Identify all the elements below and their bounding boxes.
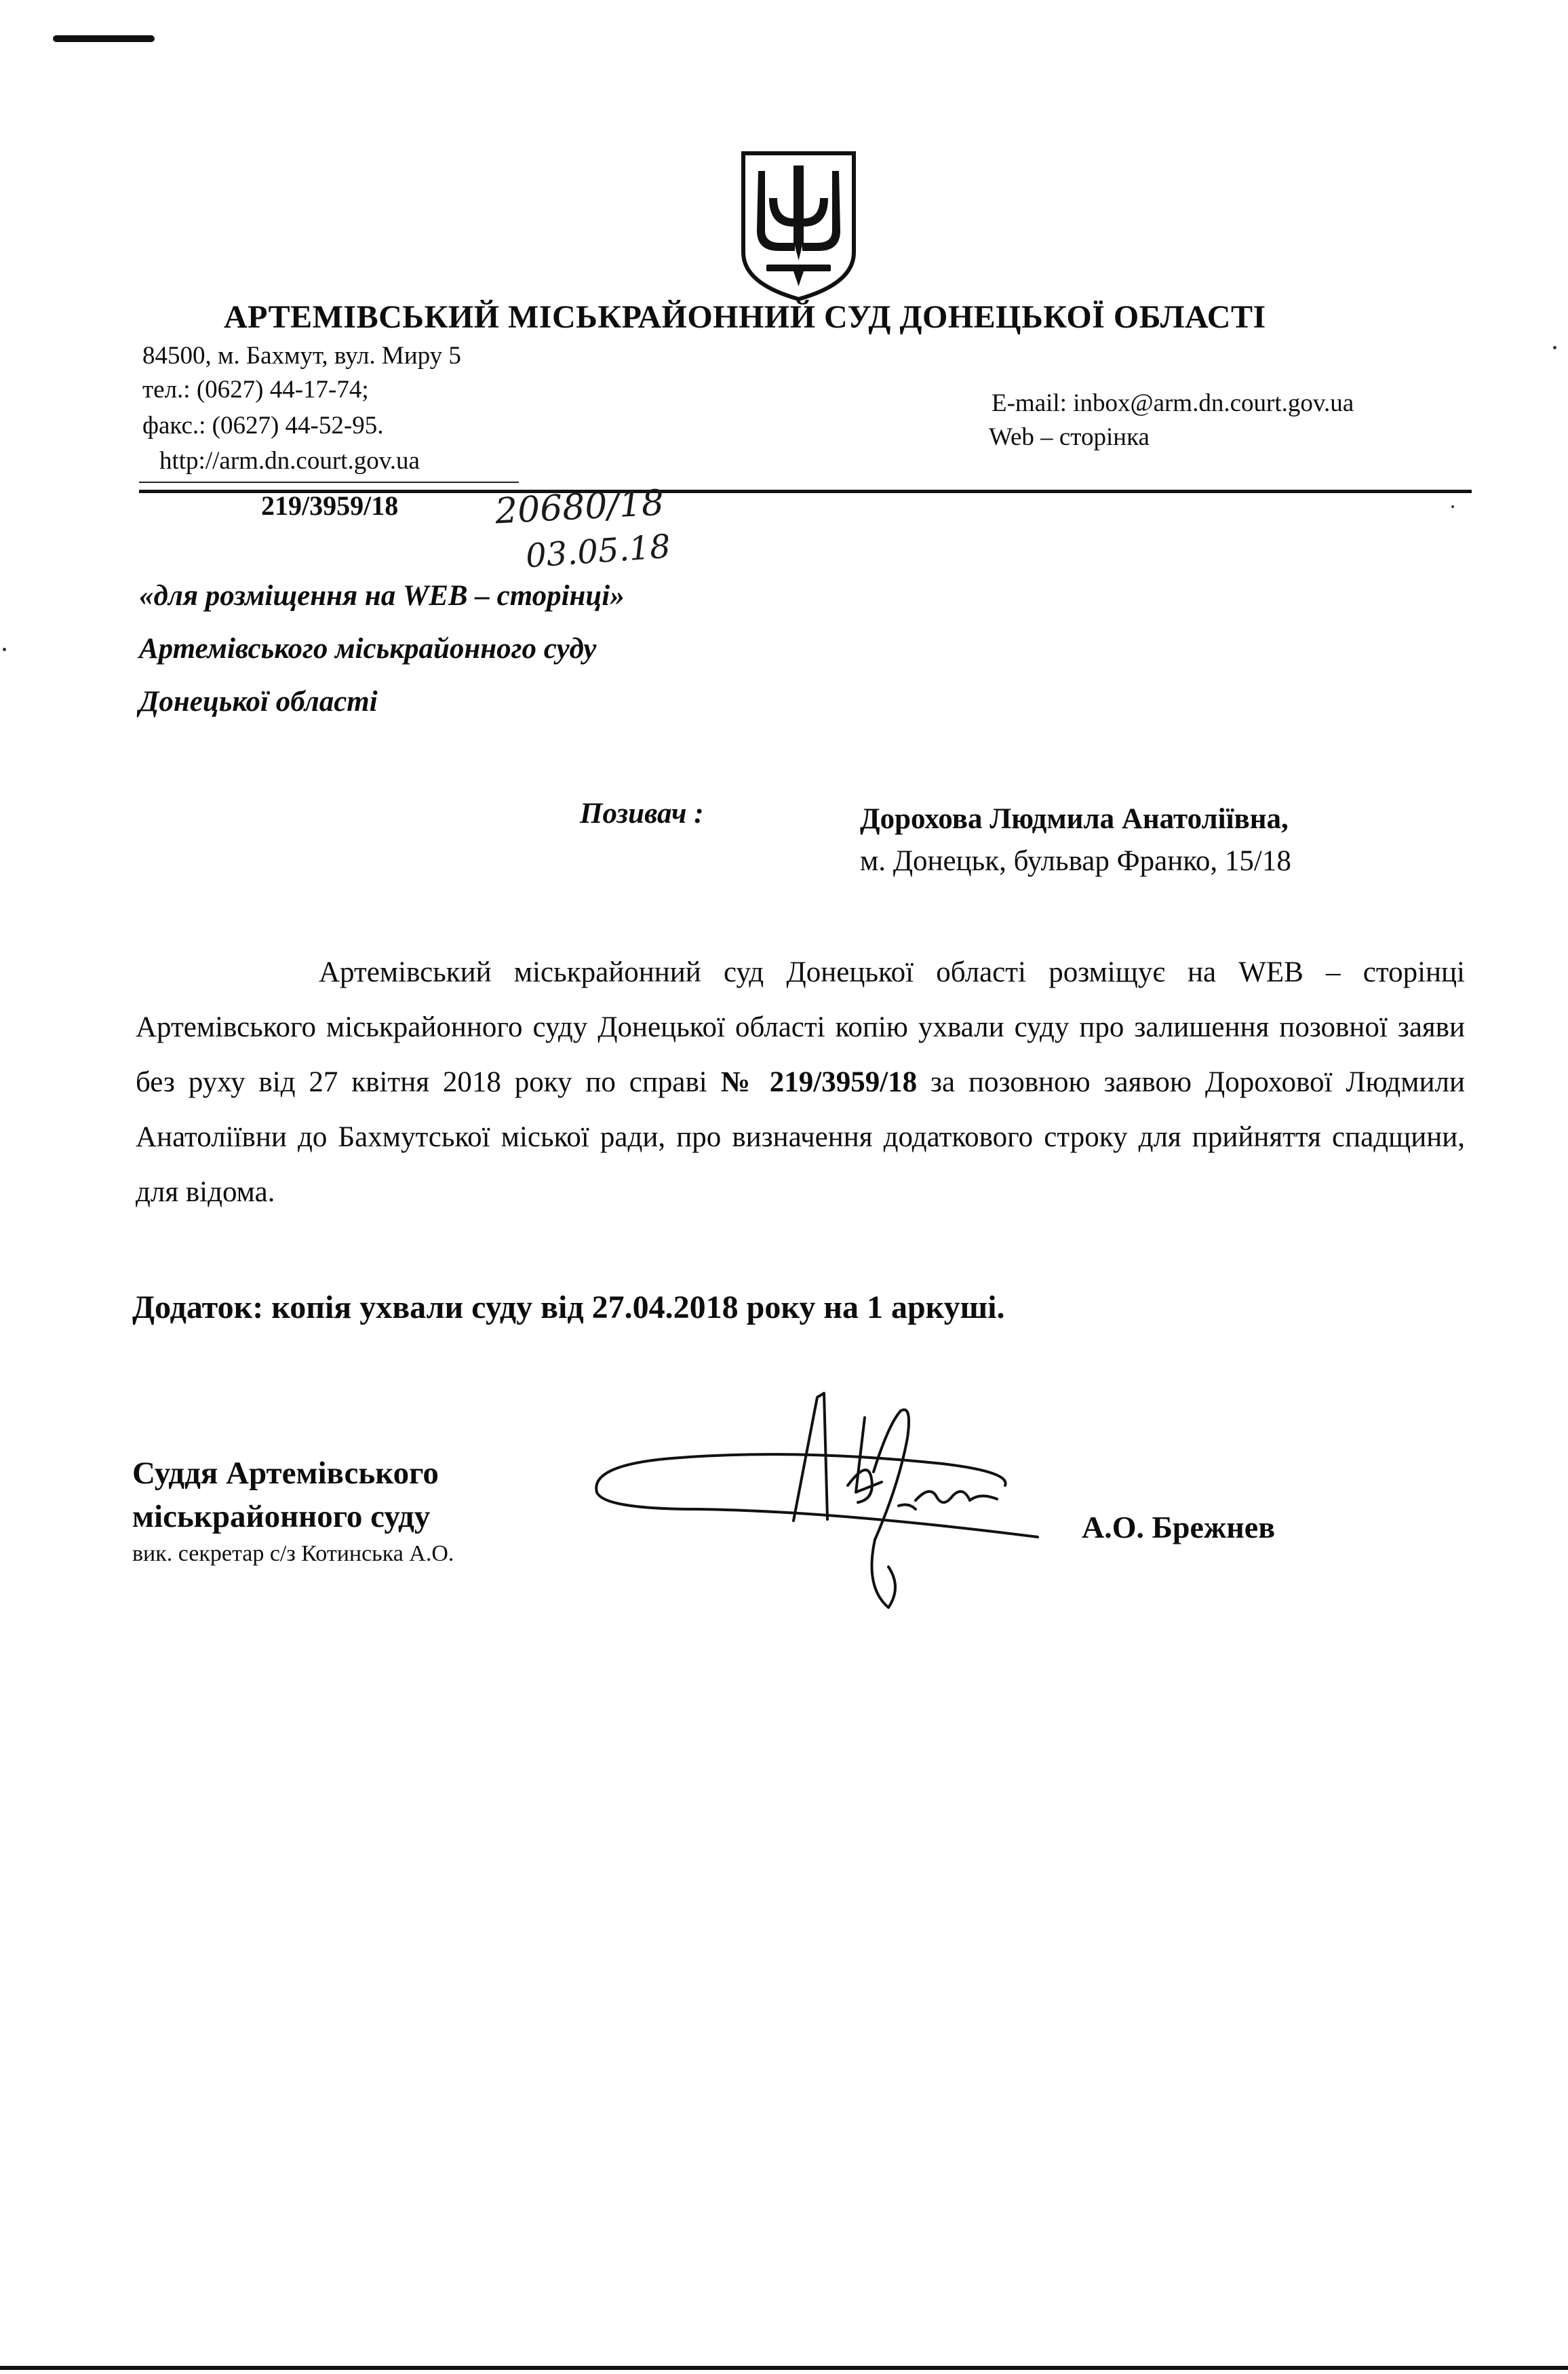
- addressee-block: [139, 570, 625, 728]
- letter-body: [136, 945, 1465, 1220]
- judge-title-line: міськрайонного суду: [132, 1499, 431, 1534]
- addressee-line: Донецької області: [139, 686, 378, 718]
- plaintiff-name: Дорохова Людмила Анатоліївна,: [860, 803, 1289, 835]
- link-underline-divider: [139, 482, 519, 483]
- court-email: E-mail: inbox@arm.dn.court.gov.ua: [992, 389, 1354, 417]
- court-name: АРТЕМІВСЬКИЙ МІСЬКРАЙОННИЙ СУД ДОНЕЦЬКОЇ ОБЛАСТІ: [224, 299, 1266, 335]
- scan-dot: [1451, 505, 1454, 508]
- scan-dot: [3, 648, 6, 651]
- plaintiff-address: м. Донецьк, бульвар Франко, 15/18: [860, 845, 1291, 877]
- trident-emblem-icon: [739, 151, 858, 302]
- body-text-part: за позовною заявою Дорохової Людмили Анатоліївни до Бахмутської міської ради, про визначення додаткового строку для прийняття спадщини, для відома.: [136, 1066, 1465, 1208]
- court-website-link[interactable]: http://arm.dn.court.gov.ua: [159, 447, 420, 475]
- scan-dot: [1553, 346, 1556, 349]
- body-case-reference: № 219/3959/18: [720, 1066, 918, 1098]
- secretary-note: вик. секретар с/з Котинська А.О.: [132, 1541, 454, 1566]
- outgoing-case-number: 219/3959/18: [261, 490, 399, 521]
- handwritten-registration-date: 03.05.18: [524, 527, 672, 576]
- court-fax: факс.: (0627) 44-52-95.: [142, 412, 384, 440]
- addressee-line: «для розміщення на WEB – сторінці»: [139, 580, 625, 612]
- attachment-note: Додаток: копія ухвали суду від 27.04.2018 року на 1 аркуші.: [132, 1289, 1005, 1325]
- scan-mark: [53, 35, 155, 42]
- court-phone: тел.: (0627) 44-17-74;: [142, 376, 369, 404]
- judge-title: [132, 1452, 439, 1538]
- handwritten-signature: [590, 1384, 1058, 1628]
- handwritten-registration-number: 20680/18: [494, 482, 665, 532]
- judge-name: А.О. Брежнев: [1082, 1510, 1276, 1544]
- body-text-part: Артемівський міськрайонний суд Донецької області розміщує на WEB – сторінці Артемівського міськрайонного суду Донецької області копію ухвали суду про залишення позовної заяви без руху від 27 квітня 2018 року по справі: [136, 956, 1465, 1098]
- plaintiff-label: Позивач :: [580, 798, 704, 830]
- addressee-line: Артемівського міськрайонного суду: [139, 633, 597, 665]
- court-web-page-label: Web – сторінка: [989, 423, 1150, 451]
- court-address: 84500, м. Бахмут, вул. Миру 5: [142, 342, 461, 370]
- scan-bottom-edge: [0, 2366, 1568, 2370]
- judge-title-line: Суддя Артемівського: [132, 1456, 439, 1491]
